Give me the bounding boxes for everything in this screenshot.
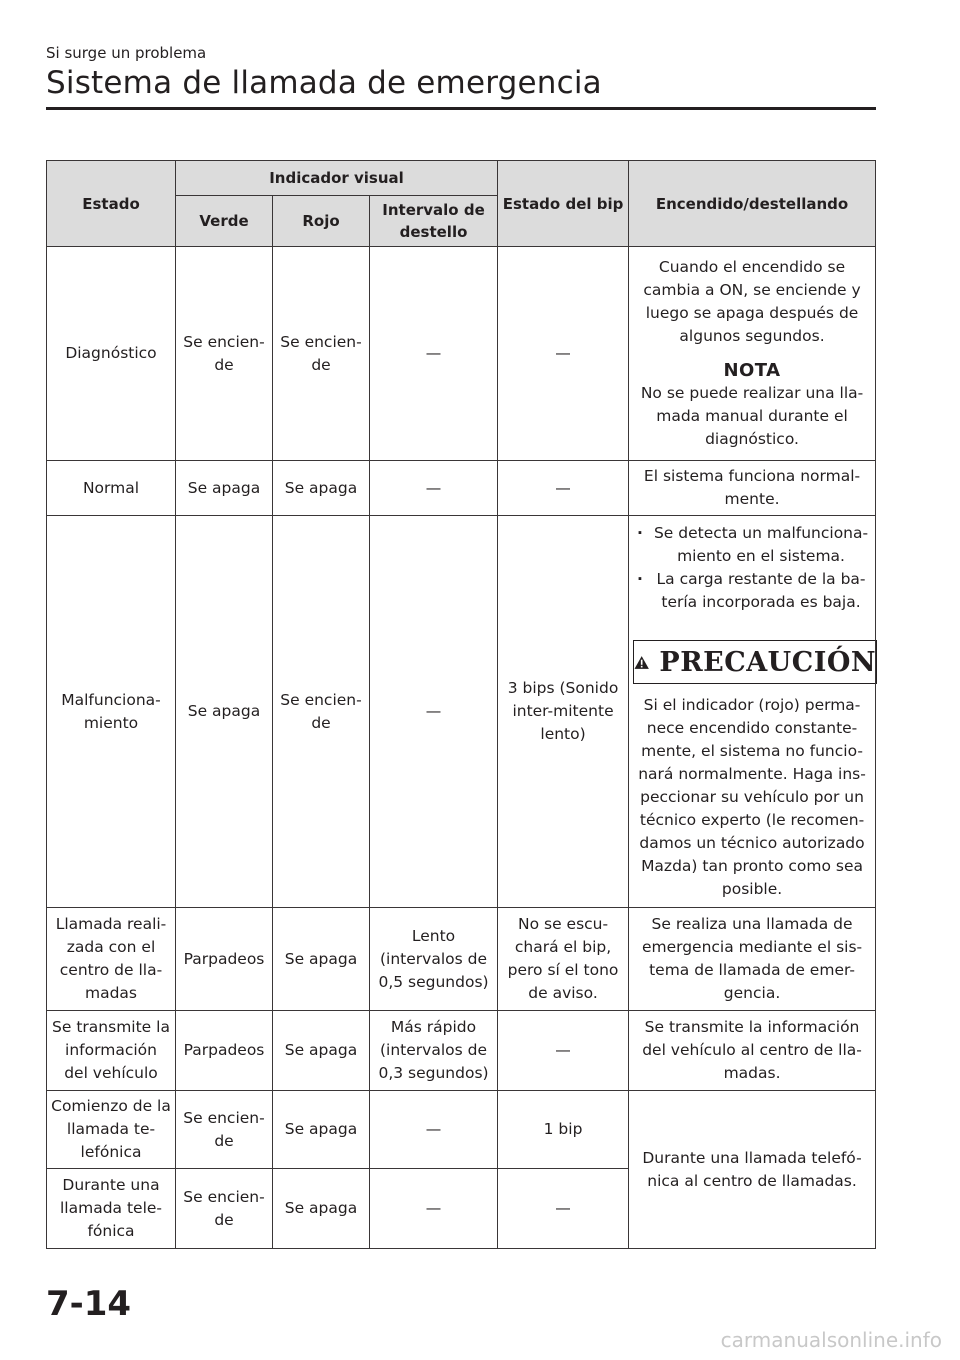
- cell-description: [629, 1011, 876, 1091]
- description-text: Se transmite la información del vehículo al centro de lla-madas.: [642, 1018, 862, 1082]
- description-text: Se realiza una llamada de emergencia mediante el sis-tema de llamada de emer-gencia.: [641, 915, 863, 1002]
- description-text: El sistema funciona normal-mente.: [643, 467, 861, 508]
- cell-verde: Se apaga: [176, 516, 273, 908]
- warning-triangle-icon: [634, 649, 649, 676]
- description-text: Durante una llamada telefó-nica al centro de llamadas.: [642, 1148, 862, 1190]
- cell-verde: Se apaga: [176, 461, 273, 516]
- cell-rojo: Se apaga: [273, 1091, 370, 1169]
- cell-intervalo: —: [370, 1091, 498, 1169]
- cell-description: [629, 516, 876, 908]
- title-rule: [46, 107, 876, 110]
- table-row: [47, 247, 876, 461]
- table-row: [47, 908, 876, 1011]
- page-header: [46, 44, 876, 110]
- cell-intervalo: Lento (intervalos de 0,5 segundos): [370, 908, 498, 1011]
- cell-rojo: Se encien-de: [273, 247, 370, 461]
- cell-intervalo: —: [370, 247, 498, 461]
- section-label: Si surge un problema: [46, 44, 207, 62]
- caution-label: PRECAUCIÓN: [659, 646, 877, 678]
- bullet-list: [633, 522, 871, 614]
- cell-estado: Normal: [47, 461, 176, 516]
- note-label: NOTA: [723, 360, 781, 381]
- description-text: Cuando el encendido se cambia a ON, se enciende y luego se apaga después de algunos segundos.: [643, 258, 861, 345]
- cell-intervalo: —: [370, 461, 498, 516]
- cell-intervalo: Más rápido (intervalos de 0,3 segundos): [370, 1011, 498, 1091]
- table-row: [47, 516, 876, 908]
- cell-verde: Se encien-de: [176, 1091, 273, 1169]
- cell-bip: —: [498, 1011, 629, 1091]
- cell-intervalo: —: [370, 1169, 498, 1249]
- cell-description: [629, 908, 876, 1011]
- cell-estado: Durante una llamada tele-fónica: [47, 1169, 176, 1249]
- cell-intervalo: —: [370, 516, 498, 908]
- cell-bip: —: [498, 461, 629, 516]
- table-row: [47, 1011, 876, 1091]
- cell-bip: —: [498, 1169, 629, 1249]
- cell-rojo: Se apaga: [273, 1169, 370, 1249]
- caution-box: [633, 640, 877, 684]
- cell-bip: 1 bip: [498, 1091, 629, 1169]
- header-bip: Estado del bip: [498, 161, 629, 247]
- header-indicador: Indicador visual: [176, 161, 498, 196]
- cell-bip: —: [498, 247, 629, 461]
- cell-description: [629, 1091, 876, 1249]
- watermark: carmanualsonline.info: [720, 1328, 942, 1352]
- status-table: [46, 160, 876, 1249]
- cell-bip: 3 bips (Sonido inter-mitente lento): [498, 516, 629, 908]
- bullet-item: · Se detecta un malfunciona-miento en el sistema.: [633, 522, 871, 568]
- cell-estado: Se transmite la información del vehículo: [47, 1011, 176, 1091]
- cell-rojo: Se apaga: [273, 908, 370, 1011]
- page-number: 7-14: [46, 1284, 132, 1324]
- cell-verde: Parpadeos: [176, 908, 273, 1011]
- cell-verde: Se encien-de: [176, 247, 273, 461]
- cell-description: [629, 461, 876, 516]
- note-text: No se puede realizar una lla-mada manual durante el diagnóstico.: [640, 384, 864, 448]
- header-rojo: Rojo: [273, 196, 370, 247]
- cell-estado: Llamada reali-zada con el centro de lla-madas: [47, 908, 176, 1011]
- cell-rojo: Se apaga: [273, 461, 370, 516]
- cell-estado: Diagnóstico: [47, 247, 176, 461]
- header-verde: Verde: [176, 196, 273, 247]
- table-row: [47, 461, 876, 516]
- table-header-row: [47, 161, 876, 196]
- bullet-item: · La carga restante de la ba-tería incorporada es baja.: [633, 568, 871, 614]
- cell-verde: Parpadeos: [176, 1011, 273, 1091]
- cell-estado: Malfunciona-miento: [47, 516, 176, 908]
- cell-estado: Comienzo de la llamada te-lefónica: [47, 1091, 176, 1169]
- cell-rojo: Se apaga: [273, 1011, 370, 1091]
- cell-description: [629, 247, 876, 461]
- cell-verde: Se encien-de: [176, 1169, 273, 1249]
- table-row: [47, 1091, 876, 1169]
- page-title: Sistema de llamada de emergencia: [46, 65, 602, 101]
- cell-bip: No se escu-chará el bip, pero sí el tono de aviso.: [498, 908, 629, 1011]
- cell-rojo: Se encien-de: [273, 516, 370, 908]
- caution-text: Si el indicador (rojo) perma-nece encendido constante-mente, el sistema no funcio-nará normalmente. Haga ins-peccionar su vehículo por un técnico experto (le recomen-damos un técnico autorizado Mazda) tan pronto como sea posible.: [638, 696, 866, 898]
- header-estado: Estado: [47, 161, 176, 247]
- header-encendido: Encendido/destellando: [629, 161, 876, 247]
- header-intervalo: Intervalo de destello: [370, 196, 498, 247]
